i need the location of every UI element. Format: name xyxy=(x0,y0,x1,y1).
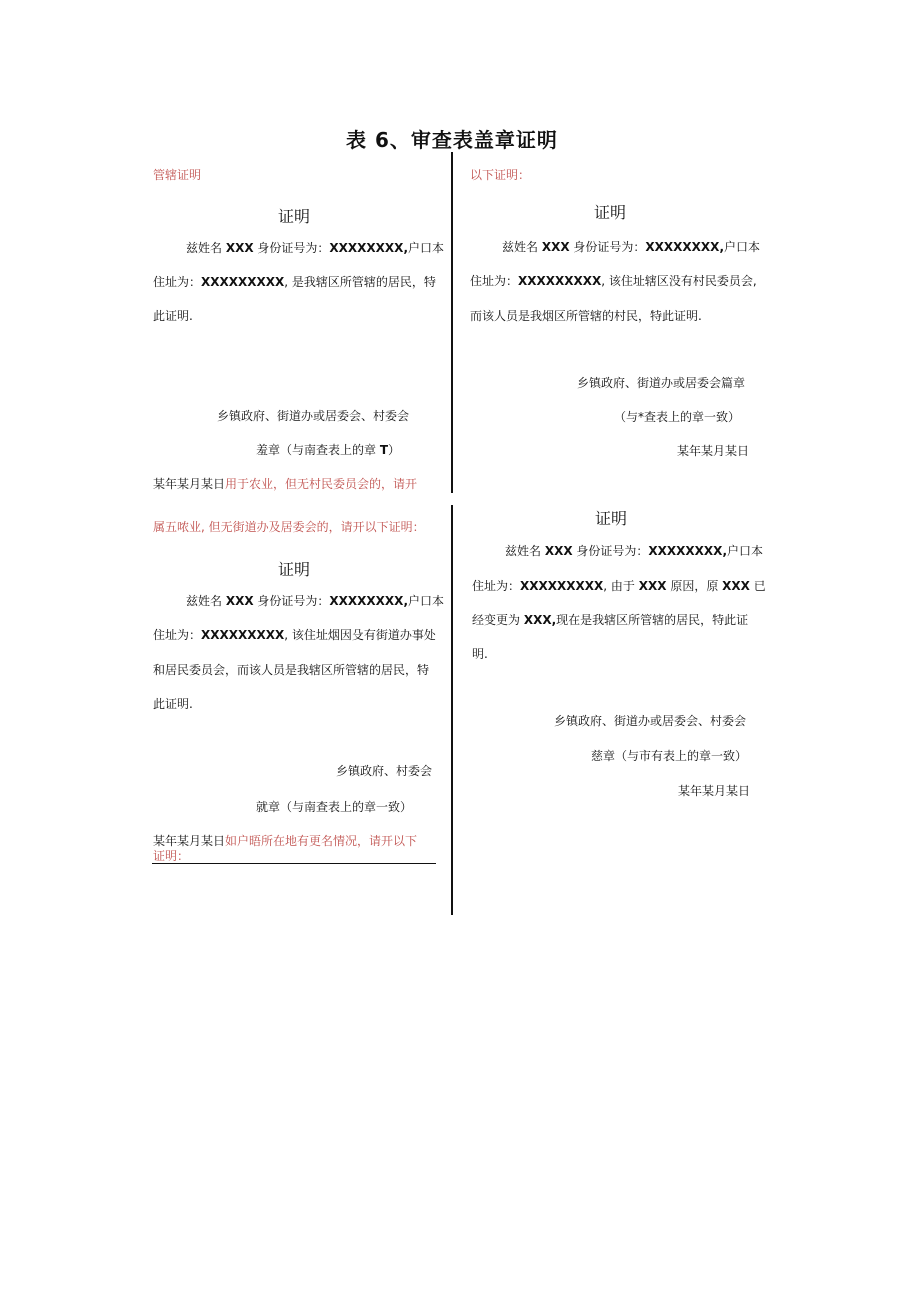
page-title: 表 6、审查表盖章证明 xyxy=(346,128,558,152)
date-line: 某年某月某日用于农业，但无村民委员会的，请开 xyxy=(153,477,418,491)
date-line: 某年某月某日 xyxy=(678,784,751,798)
seal-line: 就章（与南查表上的章一致） xyxy=(256,800,413,814)
signatory-line: 乡镇政府、村委会 xyxy=(336,764,433,778)
body-line-1: 兹姓名 XXX 身份证号为：XXXXXXXX,户口本 xyxy=(186,594,445,608)
certificate-heading: 证明 xyxy=(278,560,311,579)
body-line-2: 住址为：XXXXXXXXX, 由于 XXX 原因，原 XXX 已 xyxy=(472,579,766,593)
body-line-3: 而该人员是我烟区所管辖的村民，特此证明. xyxy=(470,309,702,323)
body-line-1: 兹姓名 XXX 身份证号为：XXXXXXXX,户口本 xyxy=(502,240,761,254)
body-line-2: 住址为：XXXXXXXXX, 该住址辖区没有村民委员会, xyxy=(470,274,757,288)
seal-line: （与*查表上的章一致） xyxy=(614,410,741,424)
body-line-4: 明. xyxy=(472,647,488,661)
vertical-divider-top xyxy=(451,152,453,493)
certificate-heading: 证明 xyxy=(278,207,311,226)
body-line-2: 住址为：XXXXXXXXX, 是我辖区所管辖的居民，特 xyxy=(153,275,436,289)
body-line-1: 兹姓名 XXX 身份证号为：XXXXXXXX,户口本 xyxy=(186,241,445,255)
section-label: 管辖证明 xyxy=(153,168,202,182)
vertical-divider-bottom xyxy=(451,505,453,915)
horizontal-rule xyxy=(152,863,436,864)
section-label: 以下证明： xyxy=(470,168,531,182)
note-line: 证明： xyxy=(153,849,190,863)
body-line-3: 和居民委员会，而该人员是我辖区所管辖的居民，特 xyxy=(153,663,430,677)
signatory-line: 乡镇政府、街道办或居委会、村委会 xyxy=(217,409,410,423)
date-line: 某年某月某日 xyxy=(677,444,750,458)
certificate-heading: 证明 xyxy=(595,509,628,528)
body-line-2: 住址为：XXXXXXXXX, 该住址烟因殳有街道办事处 xyxy=(153,628,436,642)
body-line-4: 此证明. xyxy=(153,697,193,711)
signatory-line: 乡镇政府、街道办或居委会、村委会 xyxy=(554,714,747,728)
body-line-3: 此证明. xyxy=(153,309,193,323)
date-line: 某年某月某日如户晤所在地有更名情况，请开以下 xyxy=(153,834,418,848)
seal-line: 羞章（与南查表上的章 T） xyxy=(256,443,401,457)
body-line-1: 兹姓名 XXX 身份证号为：XXXXXXXX,户口本 xyxy=(505,544,764,558)
signatory-line: 乡镇政府、街道办或居委会篇章 xyxy=(577,376,746,390)
seal-line: 慈章（与市有表上的章一致） xyxy=(591,749,748,763)
body-line-3: 经变更为 XXX,现在是我辖区所管辖的居民，特此证 xyxy=(472,613,749,627)
section-label: 属五哝业, 但无街道办及居委会的，请开以下证明： xyxy=(153,520,425,534)
certificate-heading: 证明 xyxy=(594,203,627,222)
